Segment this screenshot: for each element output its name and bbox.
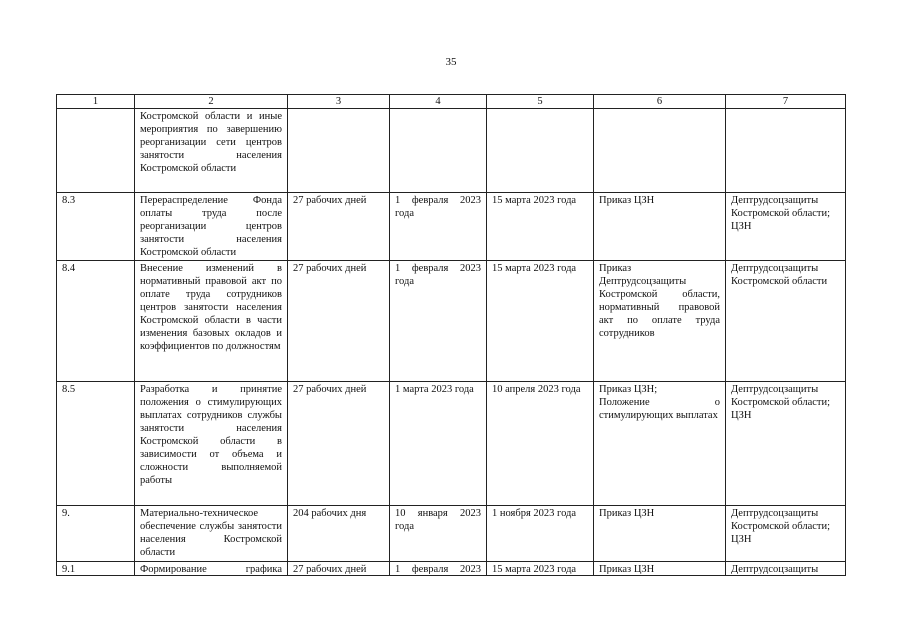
table-row bbox=[57, 506, 846, 562]
start-date-cell: 1 февраля 2023 года bbox=[390, 193, 487, 261]
start-date-cell: 10 января 2023 года bbox=[390, 506, 487, 562]
row-number: 8.4 bbox=[57, 261, 135, 382]
start-date-cell bbox=[390, 109, 487, 193]
duration-cell bbox=[288, 109, 390, 193]
row-number bbox=[57, 109, 135, 193]
table-row bbox=[57, 562, 846, 576]
table-row bbox=[57, 382, 846, 506]
task-description: Костромской области и иные мероприятия по завершению реорганизации сети центров занятости населения Костромской области bbox=[135, 109, 288, 193]
responsible-cell: Дептрудсоцзащиты Костромской области; ЦЗН bbox=[726, 382, 846, 506]
end-date-cell: 10 апреля 2023 года bbox=[487, 382, 594, 506]
document-cell bbox=[594, 109, 726, 193]
row-number: 9.1 bbox=[57, 562, 135, 576]
responsible-cell: Дептрудсоцзащиты Костромской области; ЦЗН bbox=[726, 506, 846, 562]
row-number: 9. bbox=[57, 506, 135, 562]
end-date-cell: 15 марта 2023 года bbox=[487, 562, 594, 576]
column-header: 4 bbox=[390, 95, 487, 109]
end-date-cell: 15 марта 2023 года bbox=[487, 261, 594, 382]
end-date-cell: 1 ноября 2023 года bbox=[487, 506, 594, 562]
document-cell: Приказ ЦЗН bbox=[594, 562, 726, 576]
duration-cell: 27 рабочих дней bbox=[288, 193, 390, 261]
row-number: 8.3 bbox=[57, 193, 135, 261]
document-cell: Приказ Дептрудсоцзащиты Костромской области, нормативный правовой акт по оплате труда сотрудников bbox=[594, 261, 726, 382]
table-row bbox=[57, 109, 846, 193]
responsible-cell: Дептрудсоцзащиты Костромской области bbox=[726, 261, 846, 382]
column-header: 6 bbox=[594, 95, 726, 109]
responsible-cell: Дептрудсоцзащиты Костромской области; ЦЗН bbox=[726, 193, 846, 261]
document-cell: Приказ ЦЗН bbox=[594, 506, 726, 562]
table-row bbox=[57, 261, 846, 382]
start-date-cell: 1 марта 2023 года bbox=[390, 382, 487, 506]
column-header: 3 bbox=[288, 95, 390, 109]
task-description: Внесение изменений в нормативный правовой акт по оплате труда сотрудников центров занятости населения Костромской области в части изменения базовых окладов и коэффициентов по должностям bbox=[135, 261, 288, 382]
end-date-cell: 15 марта 2023 года bbox=[487, 193, 594, 261]
document-cell: Приказ ЦЗН; Положение о стимулирующих выплатах bbox=[594, 382, 726, 506]
task-description: Материально-техническое обеспечение службы занятости населения Костромской области bbox=[135, 506, 288, 562]
table-row bbox=[57, 193, 846, 261]
task-description: Формирование графика bbox=[135, 562, 288, 576]
end-date-cell bbox=[487, 109, 594, 193]
responsible-cell bbox=[726, 109, 846, 193]
duration-cell: 204 рабочих дня bbox=[288, 506, 390, 562]
row-number: 8.5 bbox=[57, 382, 135, 506]
task-description: Перераспределение Фонда оплаты труда после реорганизации центров занятости населения Костромской области bbox=[135, 193, 288, 261]
responsible-cell: Дептрудсоцзащиты bbox=[726, 562, 846, 576]
start-date-cell: 1 февраля 2023 bbox=[390, 562, 487, 576]
column-header: 5 bbox=[487, 95, 594, 109]
plan-table bbox=[56, 94, 846, 576]
duration-cell: 27 рабочих дней bbox=[288, 382, 390, 506]
column-header: 7 bbox=[726, 95, 846, 109]
duration-cell: 27 рабочих дней bbox=[288, 562, 390, 576]
table-header-row bbox=[57, 95, 846, 109]
start-date-cell: 1 февраля 2023 года bbox=[390, 261, 487, 382]
duration-cell: 27 рабочих дней bbox=[288, 261, 390, 382]
column-header: 2 bbox=[135, 95, 288, 109]
task-description: Разработка и принятие положения о стимулирующих выплатах сотрудников службы занятости населения Костромской области в зависимости от объема и сложности выполняемой работы bbox=[135, 382, 288, 506]
document-cell: Приказ ЦЗН bbox=[594, 193, 726, 261]
column-header: 1 bbox=[57, 95, 135, 109]
page-number: 35 bbox=[445, 56, 457, 68]
